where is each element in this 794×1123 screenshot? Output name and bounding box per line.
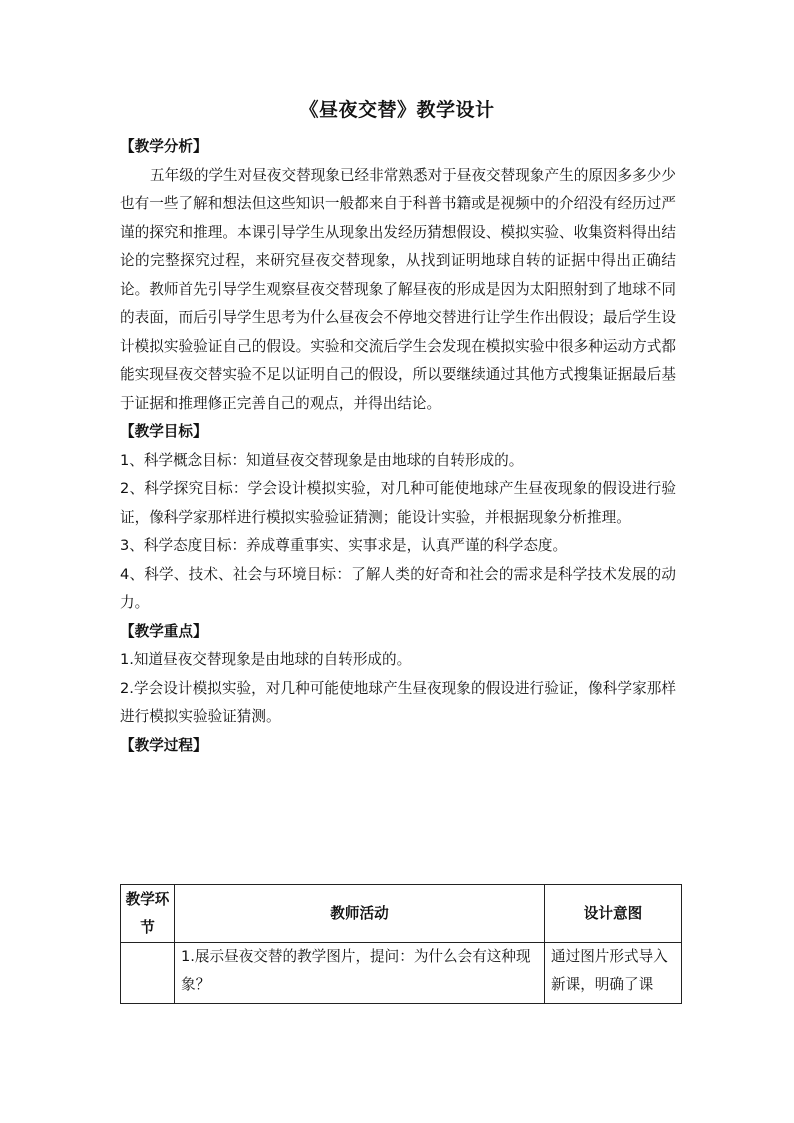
cell-stage bbox=[121, 943, 175, 1004]
objective-item: 4、科学、技术、社会与环境目标：了解人类的好奇和社会的需求是科学技术发展的动力。 bbox=[120, 565, 676, 611]
cell-intent: 通过图片形式导入新课，明确了课 bbox=[545, 943, 682, 1004]
key-point-item: 1.知道昼夜交替现象是由地球的自转形成的。 bbox=[120, 651, 412, 668]
process-heading: 【教学过程】 bbox=[120, 736, 208, 754]
table-header-row bbox=[121, 885, 682, 943]
document-title: 《昼夜交替》教学设计 bbox=[299, 99, 495, 121]
objective-item: 1、科学概念目标：知道昼夜交替现象是由地球的自转形成的。 bbox=[120, 451, 524, 469]
document-body bbox=[120, 133, 676, 760]
table-row bbox=[121, 943, 682, 1004]
column-header-intent: 设计意图 bbox=[545, 885, 682, 943]
teaching-process-table bbox=[120, 884, 682, 1004]
analysis-heading: 【教学分析】 bbox=[120, 138, 208, 155]
key-point-item: 2.学会设计模拟实验，对几种可能使地球产生昼夜现象的假设进行验证，像科学家那样进行模拟实验验证猜测。 bbox=[120, 679, 676, 725]
objective-item: 2、科学探究目标：学会设计模拟实验，对几种可能使地球产生昼夜现象的假设进行验证，像科学家那样进行模拟实验验证猜测；能设计实验，并根据现象分析推理。 bbox=[120, 480, 676, 526]
objective-item: 3、科学态度目标：养成尊重事实、实事求是，认真严谨的科学态度。 bbox=[120, 537, 568, 554]
objectives-heading: 【教学目标】 bbox=[120, 423, 208, 440]
cell-activity: 1.展示昼夜交替的教学图片，提问：为什么会有这种现象？ bbox=[175, 943, 545, 1004]
column-header-stage: 教学环节 bbox=[121, 885, 175, 943]
key-points-heading: 【教学重点】 bbox=[120, 622, 208, 640]
column-header-activity: 教师活动 bbox=[175, 885, 545, 943]
analysis-paragraph: 五年级的学生对昼夜交替现象已经非常熟悉对于昼夜交替现象产生的原因多多少少也有一些了解和想法但这些知识一般都来自于科普书籍或是视频中的介绍没有经历过严谨的探究和推理。本课引导学生从现象出发经历猜想假设、模拟实验、收集资料得出结论的完整探究过程，来研究昼夜交替现象，从找到证明地球自转的证据中得出正确结论。教师首先引导学生观察昼夜交替现象了解昼夜的形成是因为太阳照射到了地球不同的表面，而后引导学生思考为什么昼夜会不停地交替进行让学生作出假设；最后学生设计模拟实验验证自己的假设。实验和交流后学生会发现在模拟实验中很多种运动方式都能实现昼夜交替实验不足以证明自己的假设，所以要继续通过其他方式搜集证据最后基于证据和推理修正完善自己的观点，并得出结论。 bbox=[120, 166, 676, 412]
